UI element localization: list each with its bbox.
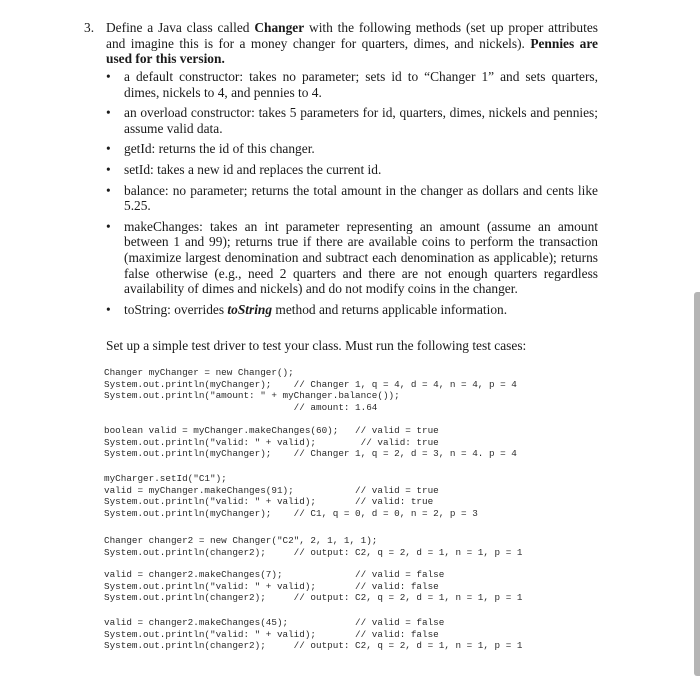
- class-name: Changer: [254, 20, 305, 35]
- bullet-icon: •: [106, 161, 111, 177]
- list-item-text: a default constructor: takes no parameter; sets id to “Changer 1” and sets quarters, dimes, nickels to 4, and pennies to 4.: [124, 69, 598, 100]
- bullet-icon: •: [106, 105, 111, 121]
- code-block-6: valid = changer2.makeChanges(45); // valid = false System.out.println("valid: " + valid); // valid: false System.out.println(changer2); // output: C2, q = 2, d = 1, n = 1, p = 1: [104, 617, 523, 652]
- question-intro: [106, 20, 598, 67]
- code-block-1: Changer myChanger = new Changer(); System.out.println(myChanger); // Changer 1, q = 4, d = 4, n = 4, p = 4 System.out.println("amount: " + myChanger.balance()); // amount: 1.64: [104, 367, 517, 414]
- list-item-text: balance: no parameter; returns the total amount in the changer as dollars and cents like 5.25.: [124, 182, 598, 214]
- list-item-prefix: toString: overrides: [124, 301, 228, 317]
- list-item: [106, 219, 598, 297]
- vertical-scrollbar[interactable]: [694, 292, 700, 676]
- list-item-text: an overload constructor: takes 5 parameters for id, quarters, dimes, nickels and pennies; assume valid data.: [124, 105, 598, 136]
- code-block-4: Changer changer2 = new Changer("C2", 2, 1, 1, 1); System.out.println(changer2); // output: C2, q = 2, d = 1, n = 1, p = 1: [104, 535, 523, 558]
- list-item-text: makeChanges: takes an int parameter representing an amount (assume an amount between 1 and 99); returns true if there are available coins to perform the transaction (maximize largest denomination and subtract each denomination as applicable); returns false otherwise (e.g., need 2 quarters and there are not enough quarters regardless availability of dimes and nickels) and do not modify coins in the changer.: [124, 218, 598, 297]
- bullet-icon: •: [106, 69, 111, 84]
- code-block-5: valid = changer2.makeChanges(7); // valid = false System.out.println("valid: " + valid); // valid: false System.out.println(changer2); // output: C2, q = 2, d = 1, n = 1, p = 1: [104, 569, 523, 604]
- question-number: 3.: [84, 20, 95, 35]
- list-item: [106, 69, 598, 100]
- bullet-icon: •: [106, 218, 111, 234]
- list-item: [106, 302, 598, 318]
- bullet-icon: •: [106, 182, 111, 198]
- tostring-emphasis: toString: [227, 301, 273, 317]
- list-item-suffix: method and returns applicable information.: [272, 301, 508, 317]
- list-item: [106, 162, 598, 178]
- intro-bold-note: Pennies are used for this version.: [106, 35, 598, 67]
- list-item: [106, 141, 598, 157]
- list-item: [106, 105, 598, 136]
- code-block-2: boolean valid = myChanger.makeChanges(60); // valid = true System.out.println("valid: " + valid); // valid: true System.out.println(myChanger); // Changer 1, q = 2, d = 3, n = 4. p = 4: [104, 425, 517, 460]
- bullet-icon: •: [106, 141, 111, 157]
- intro-text-b: with the following methods (set up proper attributes and imagine this is for a money changer for quarters, dimes, and nickels).: [106, 20, 598, 51]
- test-driver-instruction: Set up a simple test driver to test your class. Must run the following test cases:: [106, 338, 527, 353]
- list-item-text: setId: takes a new id and replaces the current id.: [124, 161, 382, 177]
- list-item: [106, 183, 598, 214]
- intro-text-a: Define a Java class called: [106, 20, 255, 35]
- method-list: [106, 69, 598, 317]
- code-block-3: myCharger.setId("C1"); valid = myChanger.makeChanges(91); // valid = true System.out.println("valid: " + valid); // valid: true System.out.println(myChanger); // C1, q = 0, d = 0, n = 2, p = 3: [104, 473, 478, 520]
- bullet-icon: •: [106, 301, 111, 317]
- list-item-text: getId: returns the id of this changer.: [124, 141, 315, 157]
